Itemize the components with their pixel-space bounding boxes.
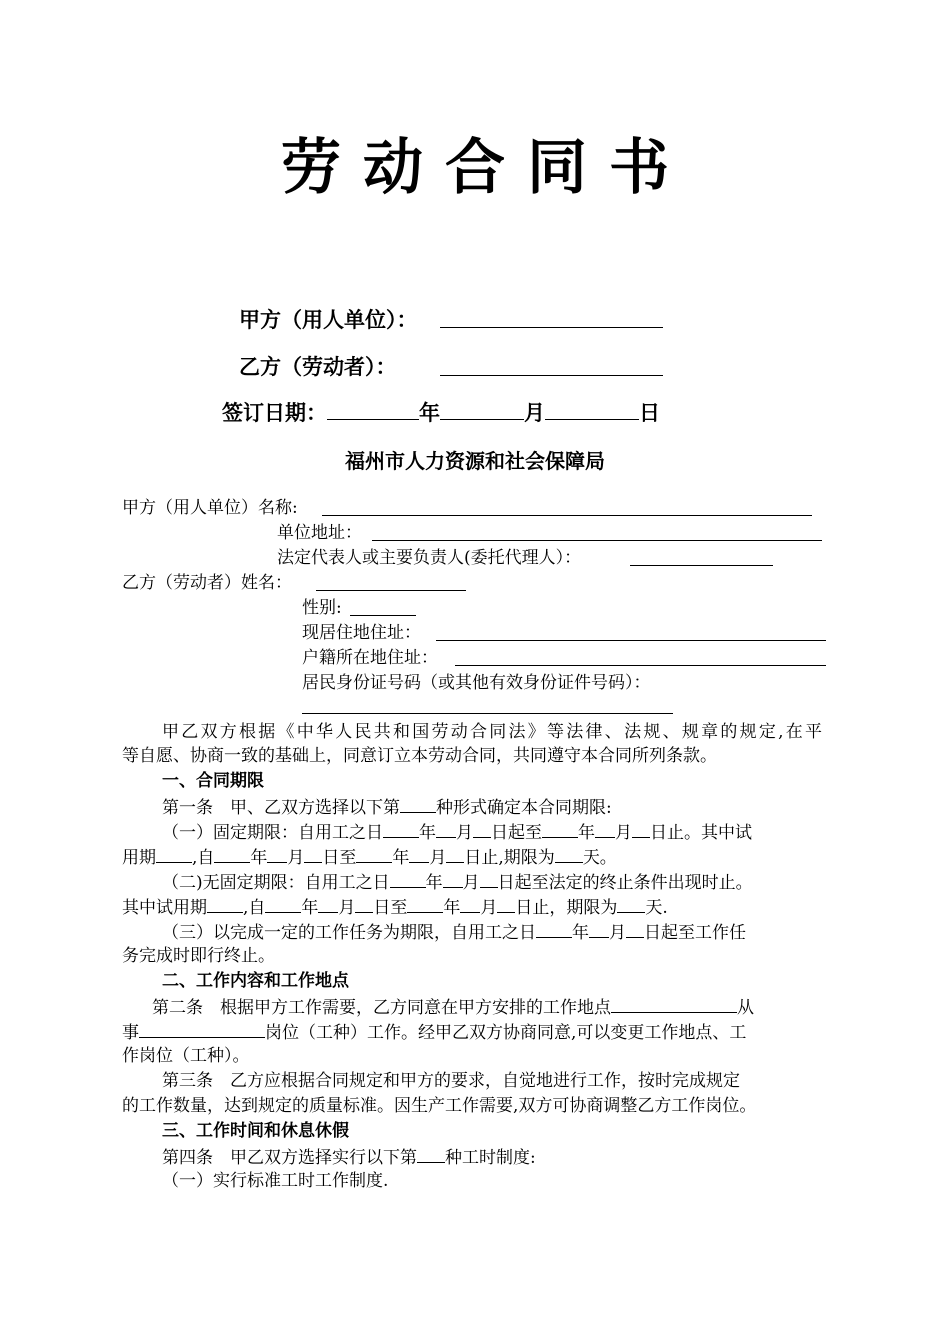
blank[interactable] xyxy=(589,919,609,938)
month-label: 月 xyxy=(480,898,498,918)
blank[interactable] xyxy=(542,819,578,838)
probation-text: 日止，期限为 xyxy=(515,898,618,918)
day-blank[interactable] xyxy=(545,401,639,420)
article-1 xyxy=(162,794,612,820)
party-b-label: 乙方（劳动者）： xyxy=(239,354,397,379)
gender-blank[interactable] xyxy=(350,615,416,616)
blank[interactable] xyxy=(473,819,491,838)
month-label: 月 xyxy=(609,923,626,943)
blank[interactable] xyxy=(390,869,426,888)
section-heading-1: 一、合同期限 xyxy=(162,771,264,791)
household-label: 户籍所在地住址： xyxy=(302,648,438,668)
article-2-text: 第二条 根据甲方工作需要，乙方同意在甲方安排的工作地点 xyxy=(152,998,611,1018)
residence-label: 现居住地住址： xyxy=(302,623,421,643)
year-label: 年 xyxy=(572,923,589,943)
work-location-blank[interactable] xyxy=(611,994,737,1013)
address-label: 单位地址： xyxy=(277,523,362,543)
blank[interactable] xyxy=(304,844,322,863)
blank[interactable] xyxy=(267,844,287,863)
blank[interactable] xyxy=(355,894,373,913)
probation-text: 其中试用期 xyxy=(122,898,207,918)
probation-text: ,自 xyxy=(243,898,266,918)
party-a-name-blank[interactable] xyxy=(322,515,812,516)
household-blank[interactable] xyxy=(455,665,826,666)
open-term-line-1 xyxy=(162,869,753,895)
blank[interactable] xyxy=(632,819,650,838)
article-1-text: 第一条 甲、乙双方选择以下第 xyxy=(162,798,400,818)
blank[interactable] xyxy=(407,894,443,913)
probation-text: ,自 xyxy=(192,848,215,868)
task-term-text: （三）以完成一定的工作任务为期限，自用工之日 xyxy=(162,923,536,943)
blank[interactable] xyxy=(555,844,583,863)
year-label: 年 xyxy=(301,898,319,918)
open-term-text: 日起至法定的终止条件出现时止。 xyxy=(497,873,753,893)
work-hours-choice-blank[interactable] xyxy=(417,1144,445,1163)
gender-label: 性别: xyxy=(302,598,342,618)
blank[interactable] xyxy=(214,844,250,863)
blank[interactable] xyxy=(207,894,243,913)
fixed-term-line-1 xyxy=(162,819,752,845)
blank[interactable] xyxy=(265,894,301,913)
section-heading-3: 三、工作时间和休息休假 xyxy=(162,1121,349,1141)
month-label: 月 xyxy=(615,823,632,843)
id-number-label: 居民身份证号码（或其他有效身份证件号码）： xyxy=(302,673,651,693)
sign-date-label: 签订日期： xyxy=(222,400,327,425)
party-a-name-label: 甲方（用人单位）名称: xyxy=(122,498,298,518)
month-label: 月 xyxy=(456,823,473,843)
blank[interactable] xyxy=(595,819,615,838)
blank[interactable] xyxy=(318,894,338,913)
blank[interactable] xyxy=(626,919,644,938)
task-term-text: 日起至工作任 xyxy=(644,923,746,943)
blank[interactable] xyxy=(156,844,192,863)
legal-rep-blank[interactable] xyxy=(630,565,773,566)
year-label: 年 xyxy=(578,823,595,843)
year-label: 年 xyxy=(250,848,268,868)
blank[interactable] xyxy=(436,819,456,838)
article-4-option-1: （一）实行标准工时工作制度. xyxy=(162,1171,389,1191)
article-2-text: 事 xyxy=(122,1023,139,1043)
fixed-term-text: 日止。其中试 xyxy=(650,823,752,843)
blank[interactable] xyxy=(356,844,392,863)
party-a-label: 甲方（用人单位）： xyxy=(239,307,418,332)
id-number-blank[interactable] xyxy=(302,713,673,714)
month-label: 月 xyxy=(338,898,356,918)
article-3-line-2: 的工作数量，达到规定的质量标准。因生产工作需要,双方可协商调整乙方工作岗位。 xyxy=(122,1096,757,1116)
probation-text: 日止,期限为 xyxy=(464,848,555,868)
issuer: 福州市人力资源和社会保障局 xyxy=(345,449,605,473)
task-term-line-1 xyxy=(162,919,746,945)
article-2-line-2 xyxy=(122,1019,746,1045)
probation-text: 用期 xyxy=(122,848,156,868)
address-blank[interactable] xyxy=(372,540,822,541)
year-label: 年 xyxy=(443,898,461,918)
year-label: 年 xyxy=(419,823,436,843)
month-blank[interactable] xyxy=(440,401,524,420)
article-2-line-3: 作岗位（工种）。 xyxy=(122,1046,250,1066)
article-1-choice-blank[interactable] xyxy=(400,794,436,813)
article-2-text: 从 xyxy=(737,998,754,1018)
legal-rep-label: 法定代表人或主要负责人(委托代理人）： xyxy=(277,548,582,568)
blank[interactable] xyxy=(383,819,419,838)
blank[interactable] xyxy=(446,844,464,863)
open-term-line-2 xyxy=(122,894,668,920)
task-term-line-2: 务完成时即行终止。 xyxy=(122,946,275,966)
probation-text: 日至 xyxy=(373,898,408,918)
blank[interactable] xyxy=(460,894,480,913)
article-2-line-1 xyxy=(152,994,754,1020)
party-b-name-label: 乙方（劳动者）姓名： xyxy=(122,573,292,593)
article-2-text: 岗位（工种）工作。经甲乙双方协商同意,可以变更工作地点、工 xyxy=(265,1023,747,1043)
preamble-line-2: 等自愿、协商一致的基础上，同意订立本劳动合同，共同遵守本合同所列条款。 xyxy=(122,746,717,766)
document-title: 劳动合同书 xyxy=(281,133,691,203)
section-heading-2: 二、工作内容和工作地点 xyxy=(162,971,349,991)
month-label: 月 xyxy=(429,848,447,868)
blank[interactable] xyxy=(536,919,572,938)
residence-blank[interactable] xyxy=(436,640,826,641)
blank[interactable] xyxy=(497,894,515,913)
article-4-text: 第四条 甲乙双方选择实行以下第 xyxy=(162,1148,417,1168)
month-label: 月 xyxy=(287,848,305,868)
article-1-text-end: 种形式确定本合同期限: xyxy=(436,798,612,818)
article-3-line-1: 第三条 乙方应根据合同规定和甲方的要求，自觉地进行工作，按时完成规定 xyxy=(162,1071,740,1091)
probation-text: 天。 xyxy=(582,848,617,868)
blank[interactable] xyxy=(443,869,463,888)
month-label: 月 xyxy=(524,400,545,425)
article-4-text: 种工时制度: xyxy=(445,1148,536,1168)
party-b-blank[interactable] xyxy=(440,375,663,376)
year-label: 年 xyxy=(419,400,440,425)
open-term-text: （二)无固定期限：自用工之日 xyxy=(162,873,390,893)
day-label: 日 xyxy=(639,400,660,425)
party-b-name-blank[interactable] xyxy=(316,590,466,591)
sign-date-row xyxy=(222,398,660,428)
year-blank[interactable] xyxy=(327,401,419,420)
preamble-line-1: 甲乙双方根据《中华人民共和国劳动合同法》等法律、法规、规章的规定,在平 xyxy=(162,722,822,742)
blank[interactable] xyxy=(480,869,498,888)
probation-text: 天. xyxy=(645,898,668,918)
blank[interactable] xyxy=(409,844,429,863)
fixed-term-line-2 xyxy=(122,844,617,870)
fixed-term-text: （一）固定期限：自用工之日 xyxy=(162,823,383,843)
fixed-term-text: 日起至 xyxy=(491,823,542,843)
blank[interactable] xyxy=(617,894,645,913)
month-label: 月 xyxy=(462,873,480,893)
year-label: 年 xyxy=(392,848,410,868)
probation-text: 日至 xyxy=(322,848,357,868)
job-position-blank[interactable] xyxy=(139,1019,265,1038)
year-label: 年 xyxy=(425,873,443,893)
party-a-blank[interactable] xyxy=(440,327,663,328)
article-4 xyxy=(162,1144,536,1170)
